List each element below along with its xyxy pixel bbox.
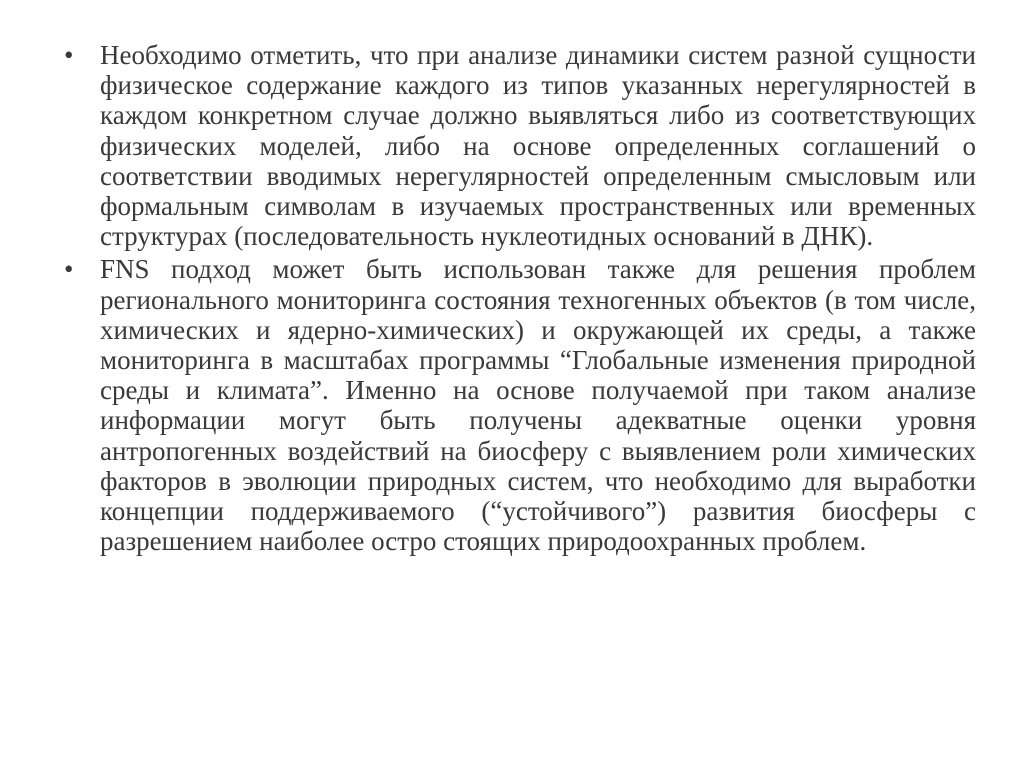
bullet-text-2: FNS подход может быть использован также для решения проблем регионального мониторинга состояния техногенных объектов (в том числе, химических и ядерно-химических) и окружающей их среды, а также мониторинга в масштабах программы “Глобальные изменения природной среды и климата”. Именно на основе получаемой при таком анализе информации могут быть получены адекватные оценки уровня антропогенных воздействий на биосферу с выявлением роли химических факторов в эволюции природных систем, что необходимо для выработки концепции поддерживаемого (“устойчивого”) развития биосферы с разрешением наиболее остро стоящих природоохранных проблем. — [100, 254, 976, 557]
bullet-dot-icon: • — [64, 254, 74, 285]
bullet-text-1: Необходимо отметить, что при анализе динамики систем разной сущности физическое содержание каждого из типов указанных нерегулярностей в каждом конкретном случае должно выявляться либо из соответствующих физических моделей, либо на основе определенных соглашений о соответствии вводимых нерегулярностей определенным смысловым или формальным символам в изучаемых пространственных или временных структурах (последовательность нуклеотидных оснований в ДНК). — [100, 40, 976, 252]
bullet-item-1 — [64, 40, 976, 251]
bullet-list — [64, 40, 976, 559]
bullet-item-2 — [64, 254, 976, 556]
bullet-dot-icon: • — [64, 40, 74, 70]
